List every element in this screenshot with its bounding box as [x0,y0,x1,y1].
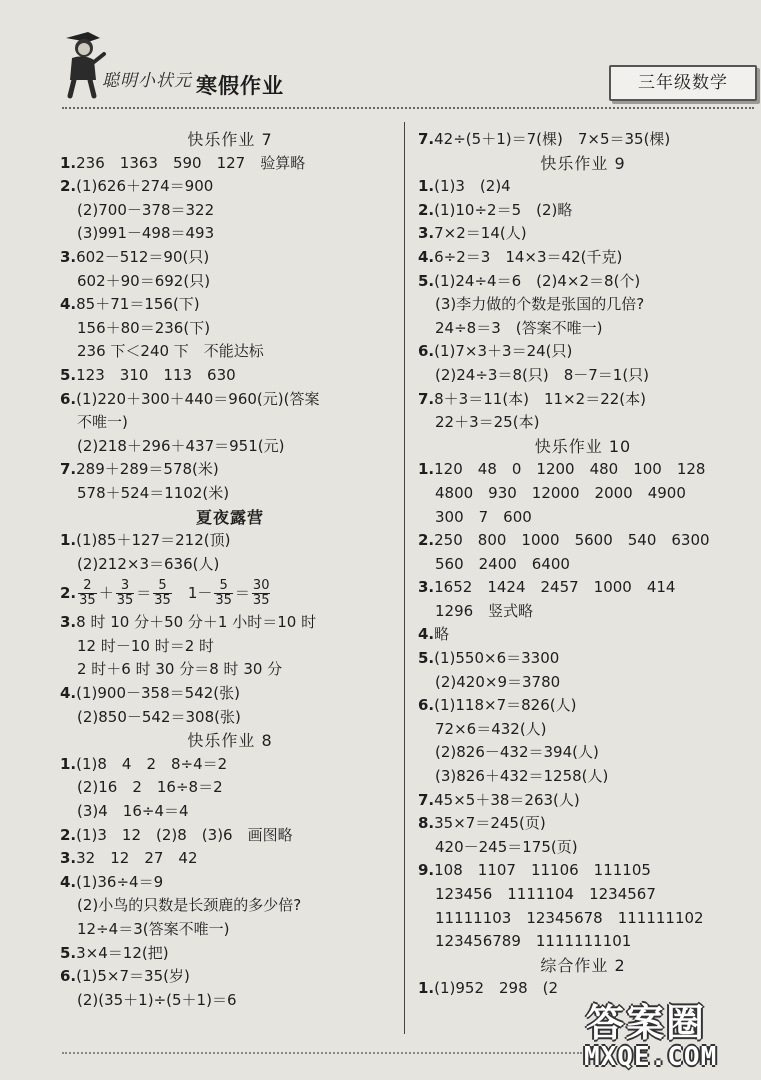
answer-text: 12÷4＝3(答案不唯一) [77,920,230,938]
answer-text: 11111103 12345678 111111102 [435,908,704,927]
answer-text: (1)36÷4＝9 [76,872,164,891]
answer-line [418,930,748,954]
answer-text: (1)118×7＝826(人) [434,696,577,715]
item-number: 7. [418,130,435,148]
answer-line [60,553,400,577]
answer-line [60,152,400,176]
answer-line [418,576,748,600]
fraction-numerator: 3 [116,579,135,594]
answer-line [418,836,748,860]
item-number: 3. [418,224,435,243]
item-number: 2. [418,200,435,219]
page-header [0,0,761,110]
item-number: 2. [418,531,435,550]
answer-line [418,128,748,152]
answer-text: 12 时－10 时＝2 时 [77,636,215,655]
answer-text: 85＋71＝156(下) [76,295,200,314]
answer-text: (1)3 (2)4 [434,177,511,196]
fraction-denominator: 35 [154,593,171,609]
answer-text: 108 1107 11106 111105 [434,861,651,880]
item-number: 3. [60,849,77,868]
answer-line [60,847,400,871]
item-number: 1. [418,177,435,196]
fraction-denominator: 35 [116,593,134,609]
answer-text: (2)420×9＝3780 [435,672,561,691]
item-number: 4. [60,684,77,703]
item-number: 1. [60,531,77,550]
answer-text: 42÷(5＋1)＝7(棵) 7×5＝35(棵) [434,130,671,148]
answer-text: 123456 1111104 1234567 [435,885,656,903]
answer-line [60,635,400,659]
answer-text: (3)991－498＝493 [77,224,215,243]
item-number: 6. [418,696,435,715]
answer-line [60,246,400,270]
section-title: 快乐作业 7 [187,130,273,149]
answer-text: 1652 1424 2457 1000 414 [434,578,676,597]
answer-text: (1)7×3＋3＝24(只) [434,342,573,361]
item-number: 9. [418,861,435,880]
answer-text: (1)3 12 (2)8 (3)6 画图略 [76,825,293,844]
fraction-numerator: 5 [214,579,233,594]
item-number: 4. [60,295,77,314]
answer-line [60,388,400,412]
answer-line [418,907,748,931]
answer-text: 8 时 10 分＋50 分＋1 小时＝10 时 [76,613,317,632]
answer-line [60,458,400,482]
fraction [116,579,135,608]
answer-text: (2)850－542＝308(张) [77,707,241,726]
answer-line [418,270,748,294]
item-number: 6. [60,967,77,986]
fraction-numerator: 2 [78,579,97,594]
answer-text: (3)826＋432＝1258(人) [435,767,609,786]
item-number: 3. [60,613,77,632]
item-number: 2. [60,584,77,603]
answer-line [60,824,400,848]
grade-subject-label: 三年级数学 [609,65,757,101]
answer-text: 289＋289＝578(米) [76,460,219,479]
answer-line [418,671,748,695]
fraction [214,579,233,608]
answer-line [418,340,748,364]
answer-line [418,388,748,412]
answer-text: (3)李力做的个数是张国的几倍? [435,295,645,314]
answer-text: 236 1363 590 127 验算略 [76,153,306,172]
answer-line [418,741,748,765]
answer-text: 123456789 1111111101 [435,932,632,951]
answer-line [418,859,748,883]
fraction [78,579,97,608]
answer-text: 22＋3＝25(本) [435,413,540,432]
answer-text: 72×6＝432(人) [435,719,547,738]
operator: ＋ [98,584,114,603]
item-number: 3. [418,578,435,597]
answer-text: (1)5×7＝35(岁) [76,967,190,986]
answer-line [60,753,400,777]
answer-line [60,317,400,341]
item-number: 5. [418,271,435,290]
item-number: 5. [60,365,77,384]
watermark-top-text: 答案圈 [586,1001,707,1045]
answer-text: 24÷8＝3 (答案不唯一) [435,318,603,337]
answer-line [60,776,400,800]
answer-text: (1)220＋300＋440＝960(元)(答案 [76,389,320,408]
answer-line [60,706,400,730]
book-title: 寒假作业 [196,74,284,98]
answer-line [60,682,400,706]
answer-line [60,411,400,435]
answer-text: 45×5＋38＝263(人) [434,790,580,809]
answer-line [60,435,400,459]
answer-line [60,894,400,918]
answer-line [418,175,748,199]
item-number: 4. [418,247,435,266]
answer-text: (2)700－378＝322 [77,200,215,219]
answer-text: (1)10÷2＝5 (2)略 [434,200,573,219]
right-answer-column [418,128,748,1001]
answer-line [418,883,748,907]
answer-text: 236 下＜240 下 不能达标 [77,342,264,361]
answer-line [60,611,400,635]
item-number: 2. [60,177,77,196]
answer-text: 578＋524＝1102(米) [77,483,230,502]
fraction-numerator: 30 [252,578,270,594]
item-number: 1. [418,460,435,479]
answer-line [60,293,400,317]
item-number: 4. [60,872,77,891]
operator: ＝ [234,584,250,603]
answer-line [60,270,400,294]
answer-text: 32 12 27 42 [76,849,198,868]
answer-line [60,918,400,942]
answer-text: 602＋90＝692(只) [77,271,211,290]
answer-line [60,658,400,682]
item-number: 5. [60,943,77,962]
answer-line [60,482,400,506]
answer-line [418,529,748,553]
fraction-denominator: 35 [79,593,96,609]
item-number: 7. [60,460,77,479]
answer-text: (2)小鸟的只数是长颈鹿的多少倍? [77,896,302,915]
answer-text: (1)900－358＝542(张) [76,684,240,703]
answer-line [60,340,400,364]
item-number: 6. [418,342,435,361]
answer-text: (2)16 2 16÷8＝2 [77,778,223,797]
answer-line [418,765,748,789]
answer-line [60,222,400,246]
item-number: 7. [418,790,435,809]
answer-line [418,623,748,647]
section-title: 快乐作业 10 [534,436,632,456]
item-number: 2. [60,825,77,844]
fraction-denominator: 35 [252,593,270,609]
answer-text: 2 时＋6 时 30 分＝8 时 30 分 [77,660,283,679]
answer-line [60,871,400,895]
section-title: 综合作业 2 [540,955,626,975]
answer-text: (1)85＋127＝212(顶) [76,531,231,550]
answer-text: 560 2400 6400 [435,554,570,573]
answer-line [418,812,748,836]
answer-text: 4800 930 12000 2000 4900 [435,483,686,502]
answer-line [60,529,400,553]
answer-line [418,458,748,482]
column-divider [404,122,405,1034]
answer-text: (2)212×3＝636(人) [77,554,220,573]
item-number: 5. [418,649,435,668]
answer-line [60,942,400,966]
section-title: 快乐作业 9 [540,153,626,173]
answer-line [60,199,400,223]
answer-line [418,364,748,388]
answer-text: 120 48 0 1200 480 100 128 [434,460,706,479]
answer-text: (3)4 16÷4＝4 [77,802,189,821]
answer-line [418,411,748,435]
answer-line [418,317,748,341]
watermark-bottom-text: MXQE.COM [584,1042,718,1072]
answer-line [418,789,748,813]
answer-line [418,506,748,530]
answer-text: 3×4＝12(把) [76,943,169,962]
answer-line [60,175,400,199]
answer-text: (1)550×6＝3300 [434,649,560,668]
answer-text: (2)218＋296＋437＝951(元) [77,436,285,455]
section-title: 快乐作业 8 [187,731,273,751]
item-number: 8. [418,814,435,833]
fraction-numerator: 5 [153,579,172,594]
answer-text: 35×7＝245(页) [434,814,546,833]
answer-line [418,246,748,270]
answer-line [60,364,400,388]
expression-lead: 1－ [187,584,213,603]
answer-text: 156＋80＝236(下) [77,318,211,337]
answer-text: (1)8 4 2 8÷4＝2 [76,754,228,773]
answer-line [418,199,748,223]
answer-text: 7×2＝14(人) [434,224,527,243]
operator: ＝ [136,584,152,603]
header-dotted-rule [62,107,754,109]
mascot-boy-icon [58,28,108,100]
item-number: 7. [418,389,435,408]
answer-text: 不唯一) [77,413,128,432]
answer-line [418,647,748,671]
answer-line [418,718,748,742]
answer-line [418,600,748,624]
answer-text: 6÷2＝3 14×3＝42(千克) [434,247,623,266]
answer-line [418,694,748,718]
answer-text: 420－245＝175(页) [435,837,578,856]
answer-text: 123 310 113 630 [76,365,236,384]
answer-line [60,965,400,989]
answer-text: (2)826－432＝394(人) [435,743,599,762]
answer-line [418,553,748,577]
answer-text: (1)24÷4＝6 (2)4×2＝8(个) [434,271,641,290]
section-title: 夏夜露营 [195,507,264,527]
answer-text: (1)952 298 (2 [434,979,559,998]
answer-text: 略 [434,625,450,644]
answer-text: 300 7 600 [435,507,532,526]
answer-text: 8＋3＝11(本) 11×2＝22(本) [434,389,647,408]
answer-line [60,800,400,824]
fraction [153,579,172,608]
item-number: 1. [418,979,435,998]
answer-text: (1)626＋274＝900 [76,177,214,196]
answer-text: 250 800 1000 5600 540 6300 [434,531,710,550]
answer-line [60,989,400,1013]
answer-text: 1296 竖式略 [435,601,534,620]
item-number: 4. [418,625,435,644]
watermark-logo [580,990,756,1074]
answer-line-fractions [60,576,400,611]
footer-dotted-rule [62,1052,582,1054]
answer-line [418,293,748,317]
fraction [252,579,271,608]
item-number: 6. [60,389,77,408]
left-answer-column [60,128,400,1012]
answer-line [418,482,748,506]
answer-text: 602－512＝90(只) [76,247,210,266]
fraction-denominator: 35 [215,593,232,609]
answer-text: (2)(35＋1)÷(5＋1)＝6 [77,990,237,1009]
answer-text: (2)24÷3＝8(只) 8－7＝1(只) [435,365,650,384]
item-number: 3. [60,247,77,266]
logo-script-text: 聪明小状元 [102,71,192,91]
item-number: 1. [60,754,77,773]
item-number: 1. [60,153,77,172]
answer-line [418,222,748,246]
